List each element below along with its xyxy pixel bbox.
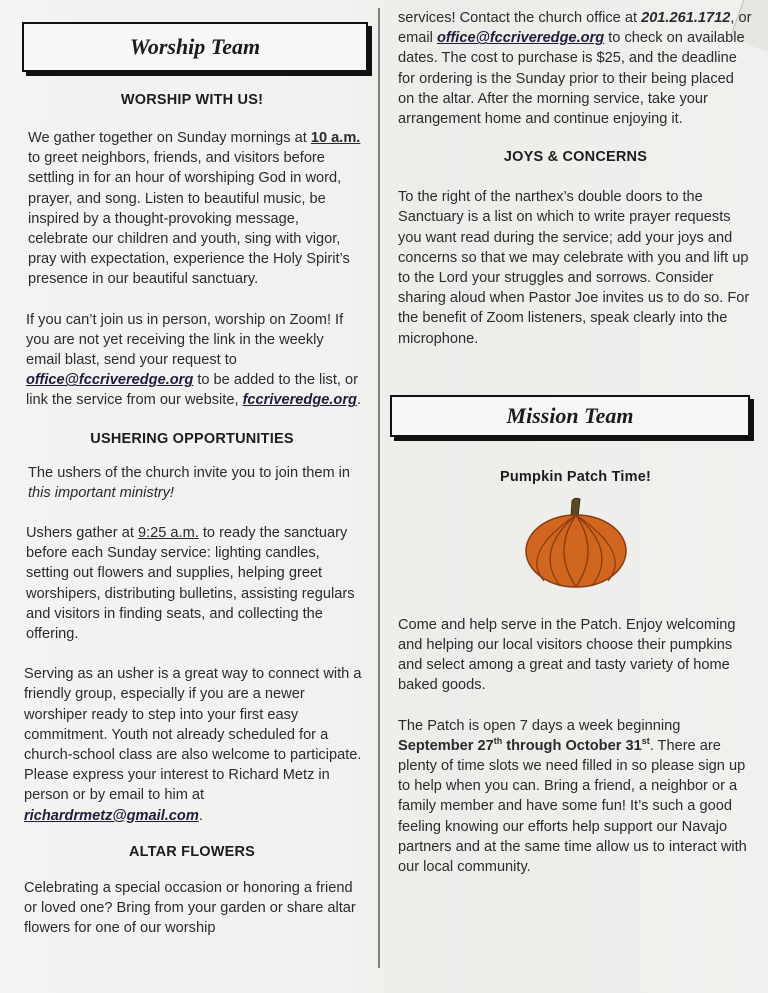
patch-paragraph-1: Come and help serve in the Patch. Enjoy welcoming and helping our local visitors choose their pumpkins and select among a great and tasty variety of home baked goods. xyxy=(398,616,736,694)
worship-team-banner xyxy=(22,22,368,72)
mission-team-title: Mission Team xyxy=(506,402,634,428)
worship-paragraph-2: If you can’t join us in person, worship on Zoom! If you are not yet receiving the link in the weekly email blast, send your request to office@fccriveredge.org to be added to the list, or link the service from our website, fccriveredge.org. xyxy=(26,311,361,409)
pumpkin-icon xyxy=(522,495,630,591)
office-email-link-2[interactable]: office@fccriveredge.org xyxy=(436,30,605,47)
office-phone: 201.261.1712 xyxy=(641,10,731,26)
ushering-paragraph-2: Ushers gather at 9:25 a.m. to ready the sanctuary before each Sunday service: lighting candles, setting out flowers and supplies, helping greet worshipers, distributing bulletins, assisting regulars and visitors in finding seats, and collecting the offering. xyxy=(26,525,355,643)
worship-team-title: Worship Team xyxy=(129,34,261,59)
left-column xyxy=(22,22,362,939)
joys-paragraph: To the right of the narthex’s double doors to the Sanctuary is a list on which to write prayer requests you want read during the service; add your joys and concerns so that we may celebrate with you and lift up to the Lord your struggles and sorrows. Consider sharing aloud when Pastor Joe invites us to do so. For the benefit of Zoom listeners, speak clearly into the microphone. xyxy=(398,189,750,347)
patch-paragraph-2: The Patch is open 7 days a week beginning September 27th through October 31st. There are plenty of time slots we need filled in so please sign up to help when you can. Bring a friend, a neighbor or a family member and have some fun! It’s such a good feeling knowing our efforts help support our Navajo partners and at the same time allow us to interact with our local community. xyxy=(398,717,747,876)
column-divider xyxy=(378,8,380,968)
ushering-paragraph-1: The ushers of the church invite you to join them in this important ministry! xyxy=(28,464,351,501)
altar-paragraph-1: Celebrating a special occasion or honoring a friend or loved one? Bring from your garden or share altar flowers for one of our worship xyxy=(24,879,356,937)
service-time: 10 a.m. xyxy=(310,130,361,146)
pumpkin-illustration xyxy=(398,495,753,591)
patch-start-date: September 27th through October 31st xyxy=(398,735,650,754)
richard-email-link[interactable]: richardrmetz@gmail.com xyxy=(24,807,199,824)
usher-time: 9:25 a.m. xyxy=(137,525,199,542)
website-link[interactable]: fccriveredge.org xyxy=(242,392,357,409)
office-email-link[interactable]: office@fccriveredge.org xyxy=(26,372,194,389)
mission-team-banner xyxy=(390,395,750,437)
ushering-paragraph-3: Serving as an usher is a great way to connect with a friendly group, especially if you are a newer worshiper ready to step into your first easy commitment. Youth not already scheduled for a church-school class are also welcome to participate. Please express your interest to Richard Metz in person or by email to him at richardrmetz@gmail.com. xyxy=(24,666,362,824)
worship-paragraph-1: We gather together on Sunday mornings at 10 a.m. to greet neighbors, friends, and visitors before settling in for an hour of worshiping God in word, prayer, and song. Listen to beautiful music, be inspired by a thought-provoking message, celebrate our children and youth, sing with vigor, pray with expectation, experience the Holy Spirit’s presence in our beautiful sanctuary. xyxy=(28,130,361,288)
altar-flowers-heading: ALTAR FLOWERS xyxy=(128,843,256,860)
ushering-heading: USHERING OPPORTUNITIES xyxy=(90,430,294,447)
joys-concerns-heading: JOYS & CONCERNS xyxy=(503,149,648,166)
worship-heading: WORSHIP WITH US! xyxy=(120,92,264,108)
altar-paragraph-continued: services! Contact the church office at 201.261.1712, or email office@fccriveredge.org to check on available dates. The cost to purchase is $25, and the deadline for ordering is the Sunday prior to their being placed on the altar. After the morning service, take your arrangement home and continue enjoying it. xyxy=(398,10,752,128)
pumpkin-patch-heading: Pumpkin Patch Time! xyxy=(500,468,651,485)
right-column xyxy=(398,8,753,877)
